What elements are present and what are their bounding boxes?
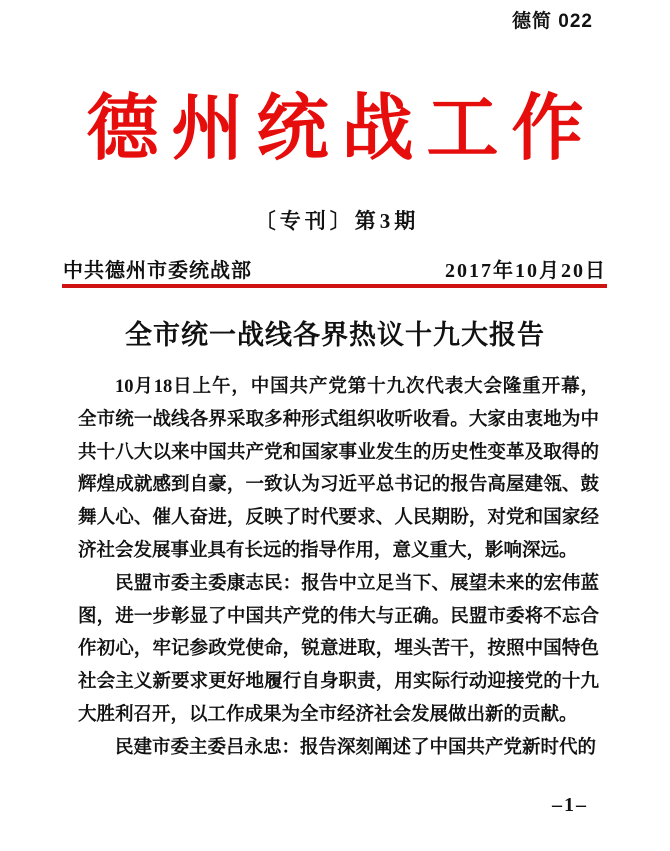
body-line: 全市统一战线各界采取多种形式组织收听收看。大家由衷地为中 (78, 409, 599, 430)
body-line: 民盟市委主委康志民：报告中立足当下、展望未来的宏伟蓝 (115, 573, 599, 594)
body-line: 辉煌成就感到自豪，一致认为习近平总书记的报告高屋建瓴、鼓 (78, 475, 599, 496)
doc-serial-number: 德简 022 (512, 11, 593, 32)
page-number: –1– (552, 794, 588, 816)
header-divider-rule (62, 284, 607, 288)
masthead-title: 德州统战工作 (86, 85, 597, 170)
body-line: 10月18日上午，中国共产党第十九次代表大会隆重开幕， (115, 377, 599, 397)
body-line: 民建市委主委吕永忠：报告深刻阐述了中国共产党新时代的 (115, 737, 597, 758)
document-header-row (63, 254, 607, 283)
article-title: 全市统一战线各界热议十九大报告 (125, 320, 545, 350)
issue-label: 〔专刊〕第3期 (254, 209, 420, 233)
body-line: 作初心，牢记参政党使命，锐意进取，埋头苦干，按照中国特色 (78, 639, 599, 660)
body-line: 大胜利召开，以工作成果为全市经济社会发展做出新的贡献。 (78, 704, 578, 725)
body-line: 济社会发展事业具有长远的指导作用，意义重大，影响深远。 (78, 540, 578, 561)
body-line: 社会主义新要求更好地履行自身职责，用实际行动迎接党的十九 (78, 672, 599, 693)
article-body (78, 371, 599, 765)
issue-date: 2017年10月20日 (445, 260, 607, 282)
body-line: 图，进一步彰显了中国共产党的伟大与正确。民盟市委将不忘合 (78, 606, 599, 627)
issuing-organization: 中共德州市委统战部 (63, 260, 252, 282)
body-line: 舞人心、催人奋进，反映了时代要求、人民期盼，对党和国家经 (78, 508, 599, 529)
body-line: 共十八大以来中国共产党和国家事业发生的历史性变革及取得的 (78, 442, 599, 463)
